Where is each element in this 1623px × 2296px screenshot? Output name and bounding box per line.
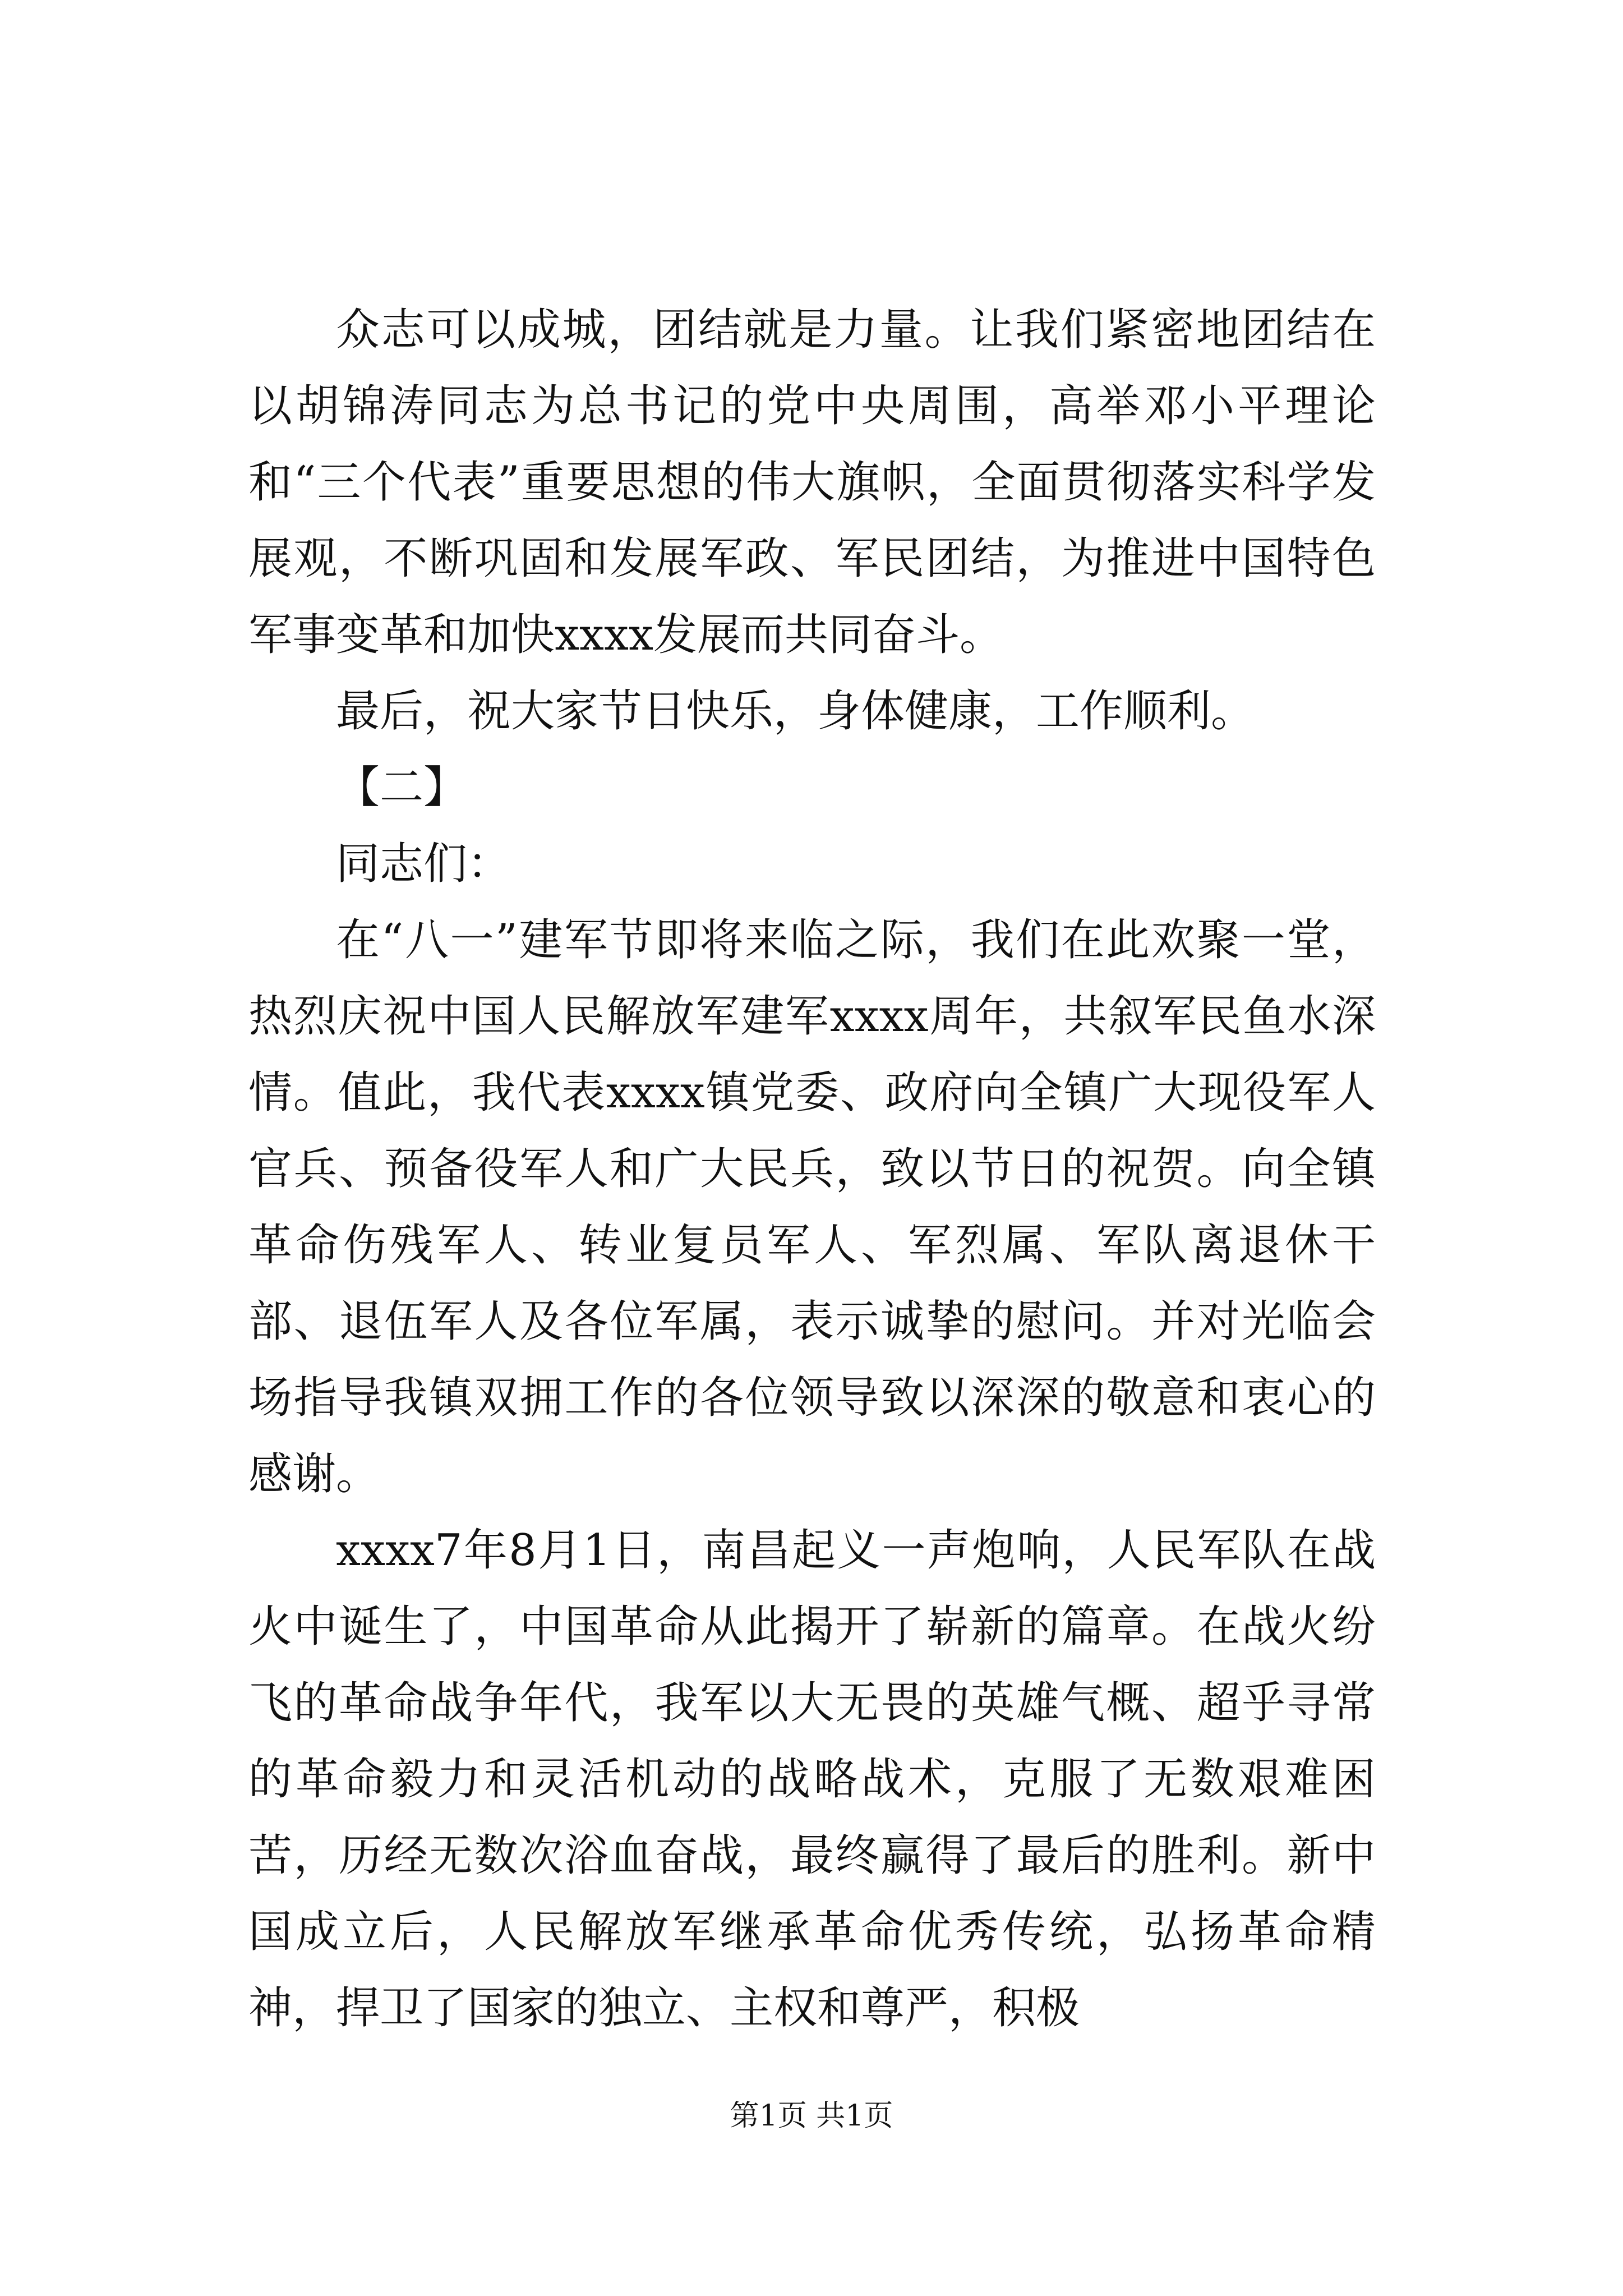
paragraph-history: xxxx7年8月1日，南昌起义一声炮响，人民军队在战火中诞生了，中国革命从此揭开了崭新的篇章。在战火纷飞的革命战争年代，我军以大无畏的英雄气概、超乎寻常的革命毅力和灵活机动的战略战术，克服了无数艰难困苦，历经无数次浴血奋战，最终赢得了最后的胜利。新中国成立后，人民解放军继承革命优秀传统，弘扬革命精神，捍卫了国家的独立、主权和尊严，积极 [248, 1525, 1376, 2033]
document-body [248, 292, 1376, 2046]
section-heading-two: 【二】 [336, 762, 468, 813]
paragraph-unity: 众志可以成城，团结就是力量。让我们紧密地团结在以胡锦涛同志为总书记的党中央周围，高举邓小平理论和“三个代表”重要思想的伟大旗帜，全面贯彻落实科学发展观，不断巩固和发展军政、军民团结，为推进中国特色军事变革和加快xxxx发展而共同奋斗。 [248, 305, 1376, 660]
paragraph-celebration: 在“八一”建军节即将来临之际，我们在此欢聚一堂，热烈庆祝中国人民解放军建军xxxx周年，共叙军民鱼水深情。值此，我代表xxxx镇党委、政府向全镇广大现役军人官兵、预备役军人和广大民兵，致以节日的祝贺。向全镇革命伤残军人、转业复员军人、军烈属、军队离退休干部、退伍军人及各位军属，表示诚挚的慰问。并对光临会场指导我镇双拥工作的各位领导致以深深的敬意和衷心的感谢。 [248, 915, 1376, 1499]
paragraph-wishes: 最后，祝大家节日快乐，身体健康，工作顺利。 [336, 686, 1255, 737]
page-footer: 第1页 共1页 [730, 2099, 893, 2133]
salutation: 同志们： [336, 839, 511, 889]
